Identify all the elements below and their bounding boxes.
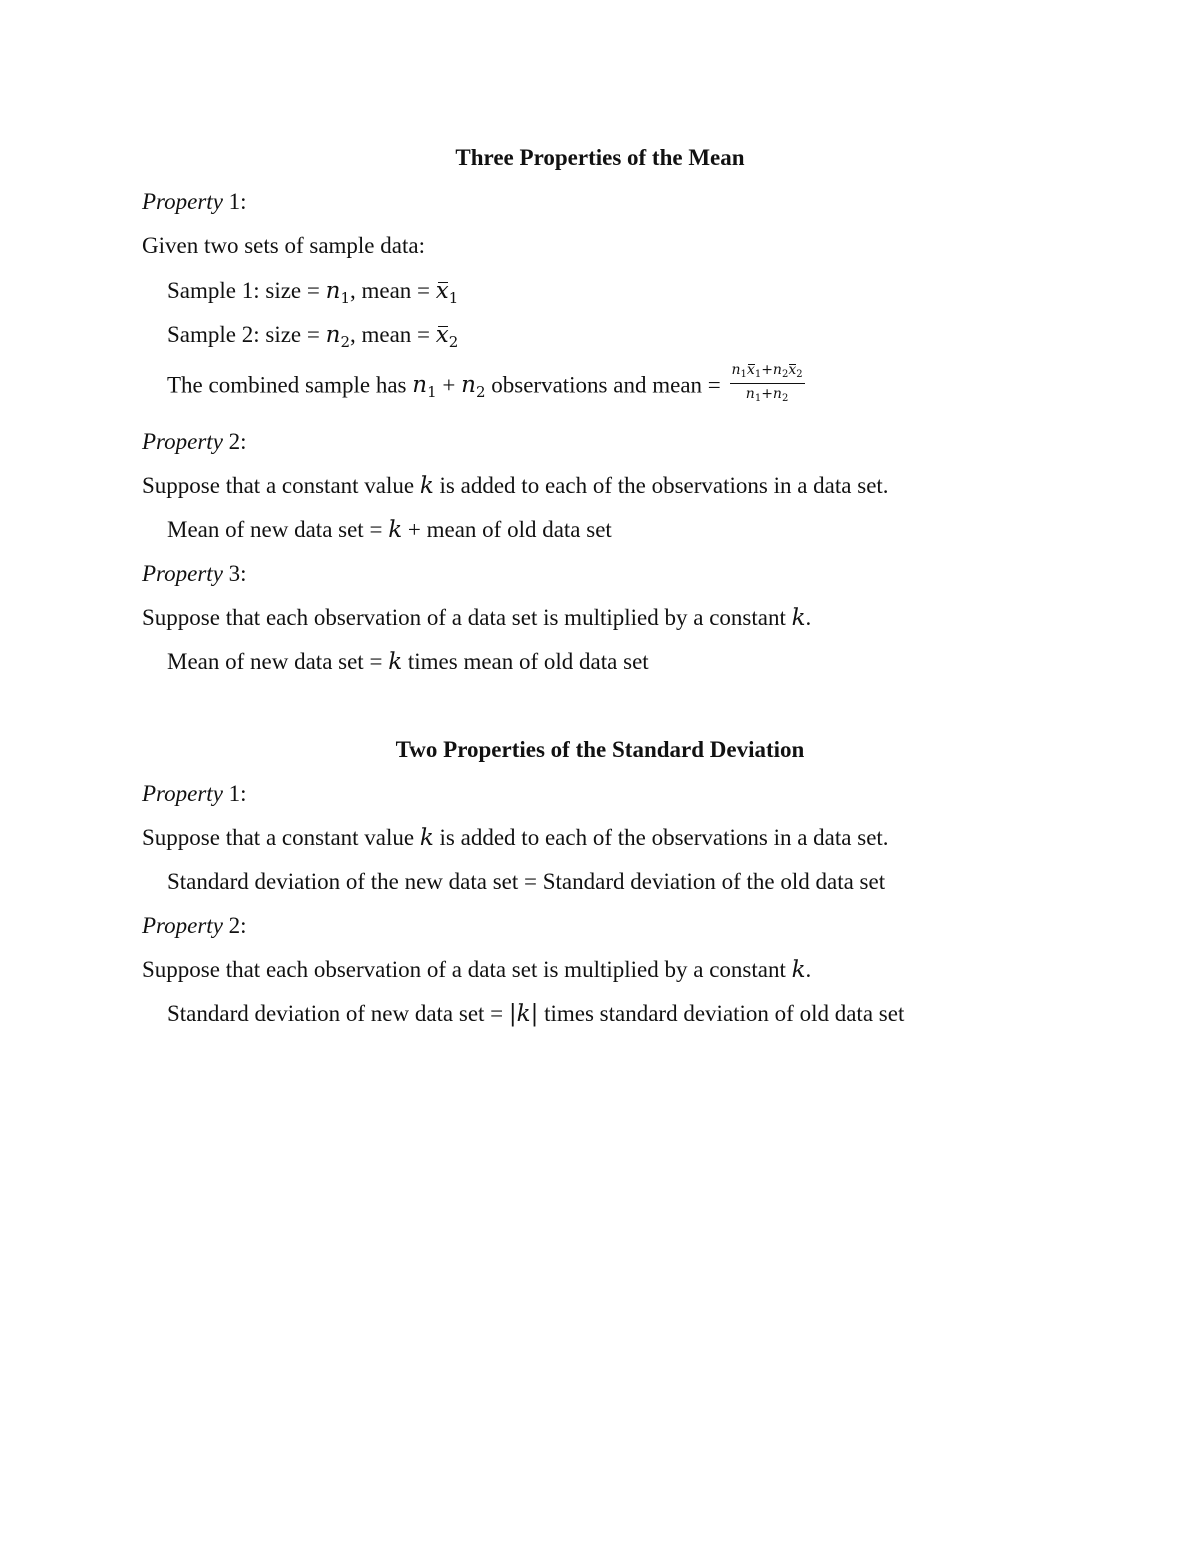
sd-property-1-statement: Suppose that a constant value k is added to each of the observations in a data set. xyxy=(142,825,889,851)
combined-prefix: The combined sample has xyxy=(167,372,407,398)
mean-property-1-intro: Given two sets of sample data: xyxy=(142,233,425,258)
property-number: 1: xyxy=(228,781,247,806)
sample-1-mid: , mean = xyxy=(349,278,431,303)
sd-property-1-label xyxy=(142,780,247,808)
mean-property-3-label xyxy=(142,560,247,588)
sample-2-prefix: Sample 2: size = xyxy=(167,322,320,347)
k-symbol: k xyxy=(791,605,806,631)
mean-property-2-statement: Suppose that a constant value k is added to each of the observations in a data set. xyxy=(142,473,889,499)
sample-1-line xyxy=(167,277,458,307)
property-word: Property xyxy=(142,189,223,214)
mean-property-2-result: Mean of new data set = k + mean of old data set xyxy=(167,517,612,543)
mean-property-3-statement: Suppose that each observation of a data set is multiplied by a constant k. xyxy=(142,605,812,631)
combined-n1-symbol: $n_1$ xyxy=(412,372,437,402)
sd-property-2-statement: Suppose that each observation of a data set is multiplied by a constant k. xyxy=(142,957,812,983)
mean-heading: Three Properties of the Mean xyxy=(455,145,745,170)
combined-mid: observations and mean = xyxy=(491,372,721,398)
mean-property-3-result: Mean of new data set = k times mean of old data set xyxy=(167,649,649,675)
property-number: 3: xyxy=(228,561,247,586)
combined-plus: + xyxy=(436,372,462,398)
property-number: 2: xyxy=(228,913,247,938)
fraction-denominator: $n_1+n_2$ xyxy=(745,385,789,404)
k-symbol: k xyxy=(791,957,806,983)
mean-property-1-label xyxy=(142,188,247,216)
mean-property-2-label xyxy=(142,428,247,456)
combined-mean-fraction xyxy=(730,362,805,404)
property-word: Property xyxy=(142,781,223,806)
k-symbol: k xyxy=(419,473,434,499)
k-symbol: k xyxy=(388,649,403,675)
combined-n2-symbol: $n_2$ xyxy=(461,372,486,402)
sd-heading: Two Properties of the Standard Deviation xyxy=(395,737,805,762)
sample-2-size-symbol: $n_2$ xyxy=(325,322,350,351)
combined-sample-line xyxy=(167,362,805,408)
property-number: 2: xyxy=(228,429,247,454)
sd-property-1-result: Standard deviation of the new data set = Standard deviation of the old data set xyxy=(167,869,886,894)
sample-2-line xyxy=(167,321,458,351)
property-number: 1: xyxy=(228,189,247,214)
sample-1-size-symbol: $n_1$ xyxy=(325,278,350,307)
property-word: Property xyxy=(142,561,223,586)
abs-k-symbol: |k| xyxy=(508,1001,539,1027)
fraction-numerator: $n_1x_1+n_2x_2$ xyxy=(730,362,805,384)
sample-2-mean-symbol: $x_2$ xyxy=(435,322,459,351)
property-word: Property xyxy=(142,429,223,454)
property-word: Property xyxy=(142,913,223,938)
k-symbol: k xyxy=(419,825,434,851)
sample-1-prefix: Sample 1: size = xyxy=(167,278,320,303)
sample-2-mid: , mean = xyxy=(349,322,431,347)
sample-1-mean-symbol: $x_1$ xyxy=(435,278,459,307)
sd-property-2-label xyxy=(142,912,247,940)
k-symbol: k xyxy=(388,517,403,543)
sd-property-2-result: Standard deviation of new data set = |k| times standard deviation of old data set xyxy=(167,1001,905,1027)
